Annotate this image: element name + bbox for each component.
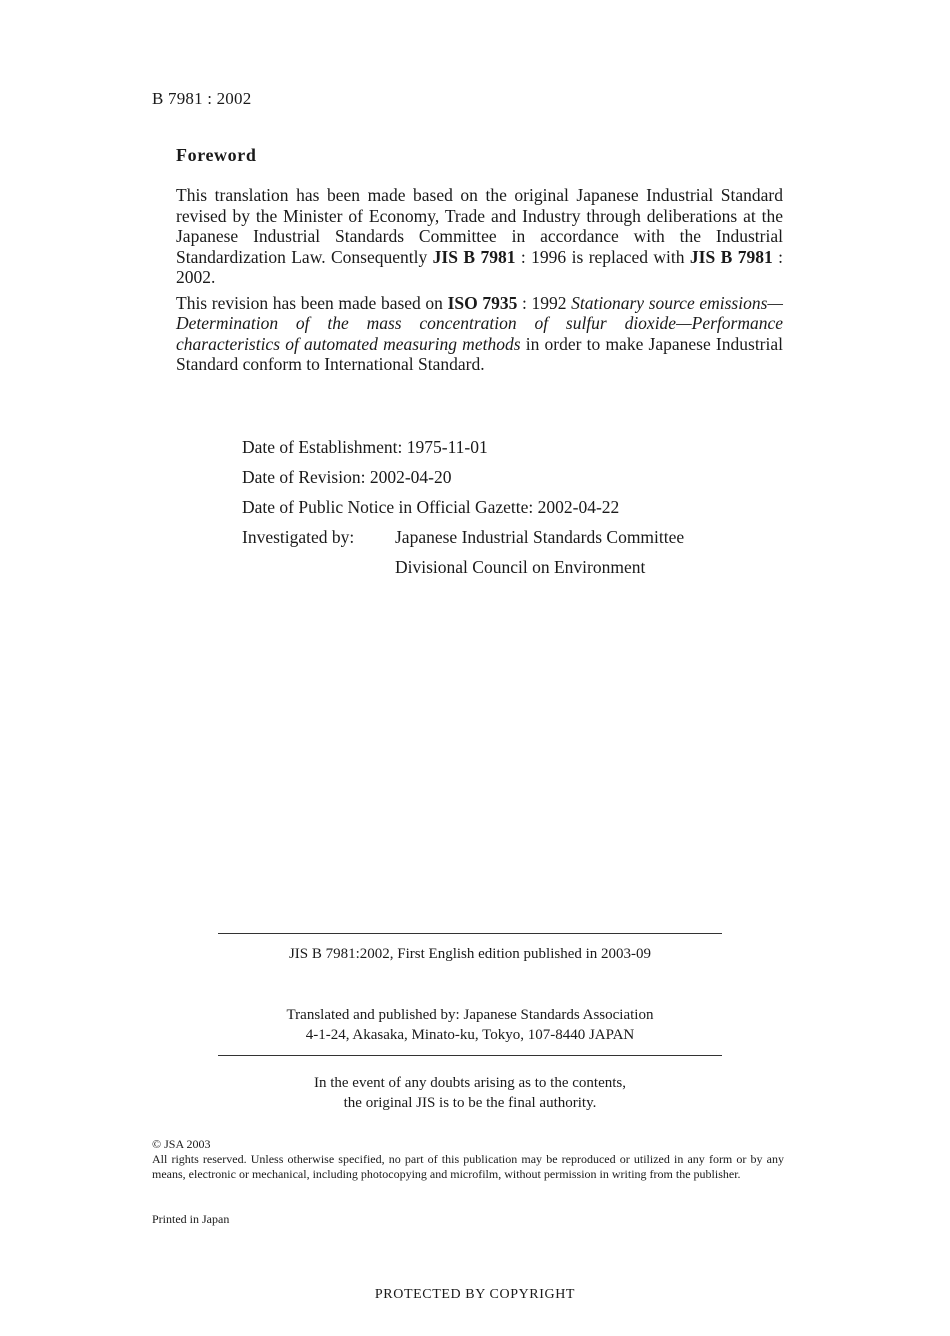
publisher-line-1: Translated and published by: Japanese Standards Association (286, 1007, 654, 1023)
document-number: B 7981 : 2002 (152, 89, 252, 108)
publisher-block (218, 1005, 722, 1045)
copyright-block (152, 1137, 784, 1182)
foreword-body (176, 185, 783, 380)
dates-block (242, 436, 684, 586)
date-public-notice: Date of Public Notice in Official Gazette: 2002-04-22 (242, 497, 620, 517)
printed-in: Printed in Japan (152, 1212, 230, 1226)
edition-note: JIS B 7981:2002, First English edition published in 2003-09 (288, 946, 652, 962)
foreword-paragraph-1 (176, 185, 783, 288)
p1-jis-old: JIS B 7981 (432, 246, 516, 267)
investigated-line-1: Japanese Industrial Standards Committee (395, 527, 685, 547)
p1-text-c: : 2002. (176, 246, 784, 287)
investigated-row-2 (242, 556, 684, 586)
authority-line-1: In the event of any doubts arising as to the contents, (313, 1075, 626, 1091)
divider-bottom (218, 1055, 722, 1056)
investigated-label: Investigated by: (242, 527, 355, 547)
p1-jis-new: JIS B 7981 (689, 246, 773, 267)
investigated-row (242, 526, 684, 556)
rights-statement: All rights reserved. Unless otherwise specified, no part of this publication may be reproduced or utilized in any form or by any means, electronic or mechanical, including photocopying and microfilm, without permission in writing from the publisher. (152, 1152, 784, 1181)
date-revision: Date of Revision: 2002-04-20 (242, 467, 452, 487)
divider-top (218, 933, 722, 934)
date-establishment: Date of Establishment: 1975-11-01 (242, 437, 488, 457)
investigated-line-2: Divisional Council on Environment (395, 557, 646, 577)
p1-text-a: This translation has been made based on the original Japanese Industrial Standard revised by the Minister of Economy, Trade and Industry through deliberations at the Japanese Industrial Standards Committee in accordance with the Industrial Standardization Law. Consequently (176, 185, 783, 267)
publisher-line-2: 4-1-24, Akasaka, Minato-ku, Tokyo, 107-8440 JAPAN (305, 1027, 635, 1043)
p2-text-a: This revision has been made based on (176, 292, 448, 313)
copyright-mark: © JSA 2003 (152, 1137, 211, 1151)
protected-footer: PROTECTED BY COPYRIGHT (374, 1287, 576, 1302)
authority-line-2: the original JIS is to be the final authority. (343, 1095, 597, 1111)
p2-iso-ref: ISO 7935 (447, 292, 518, 313)
foreword-heading: Foreword (176, 145, 257, 165)
p2-text-b: : 1992 (517, 292, 572, 313)
p2-text-c: in order to make Japanese Industrial Standard conform to International Standard. (176, 333, 783, 374)
p1-text-b: : 1996 is replaced with (515, 246, 690, 267)
authority-note (218, 1073, 722, 1113)
p2-iso-title: Stationary source emissions—Determination of the mass concentration of sulfur dioxide—Performance characteristics of automated measuring methods (176, 292, 783, 354)
foreword-paragraph-2 (176, 293, 783, 375)
